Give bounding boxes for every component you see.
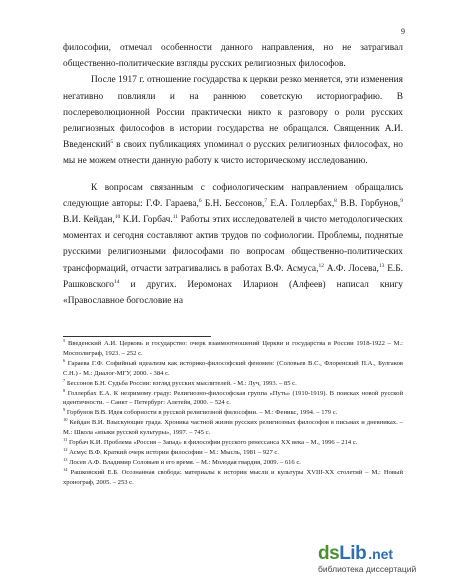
paragraph-3-text-f: К.И. Горбач.	[120, 215, 173, 226]
footnote-divider	[63, 336, 211, 337]
footnotes	[63, 339, 403, 488]
paragraph-2	[63, 72, 403, 169]
logo-suffix: .net	[368, 546, 394, 562]
logo-ds: ds	[318, 543, 340, 564]
footnote-ref-11: 11	[172, 214, 178, 221]
footnote-number: 9	[63, 407, 66, 413]
footnote-number: 8	[63, 387, 66, 393]
footnote-text: Асмус В.Ф. Краткий очерк истории философии – М.: Мысль, 1981 – 927 с.	[67, 448, 279, 456]
footnote-text: Бессонов Б.Н. Судьба России: взгляд русских мыслителей. - М.: Луч, 1993. – 85 с.	[65, 379, 297, 387]
footnote-number: 13	[63, 456, 68, 462]
logo-lib: Lib	[339, 543, 367, 564]
footnote-text: Гараева Г.Ф. Софийный идеализм как историко-философский феномен: (Соловьев В.С., Флоренский П.А., Булгаков С.Н.) - М.: Диалог-МГУ, 2000. - 384 с.	[63, 359, 403, 377]
paragraph-3-text-i: Е.Б. Рашковского	[63, 263, 403, 290]
footnote-ref-10: 10	[114, 214, 121, 221]
paragraph-3-text-j: и других. Иеромонах Иларион (Алфеев) написал книгу «Православное богословие на	[63, 279, 403, 307]
footnote-text: Введенский А.И. Церковь и государство: очерк взаимоотношений Церкви и государства в России 1918-1922 – М.: Мосполиграф, 1923. – 252 с.	[63, 340, 403, 357]
footnote-text: Рашковский Е.Б. Осознанная свобода: материалы к истории мысли и культуры XVIII-ХХ столетий – М.: Новый хронограф, 2005. – 253 с.	[63, 468, 403, 486]
footnote-8	[63, 389, 403, 409]
footnote-12	[63, 448, 403, 458]
footnote-ref-13: 13	[378, 262, 385, 269]
footnote-11	[63, 438, 403, 448]
watermark-subtitle: библиотека диссертаций	[318, 564, 417, 574]
footnote-text: Горбунов В.В. Идея соборности в русской религиозной философии. – М.: Феникс, 1994. – 179 с.	[65, 409, 338, 417]
footnote-number: 5	[63, 338, 66, 343]
footnote-ref-9: 9	[400, 197, 404, 204]
footnote-text: Голлербах Е.А. К незримому граду: Религиозно-философская группа «Путь» (1910-1919). В поисках новой русской идентичности. – Санкт – Петербург: Алетейя, 2000. – 524 с.	[63, 389, 403, 407]
paragraph-3	[63, 180, 403, 310]
paragraph-3-text-c: Е.А. Голлербах,	[267, 198, 335, 209]
footnote-number: 6	[63, 357, 66, 363]
footnote-number: 12	[63, 446, 68, 452]
paragraph-3-text-h: А.Ф. Лосева,	[323, 263, 379, 274]
main-text	[63, 40, 403, 309]
footnote-14	[63, 468, 403, 488]
footnote-ref-14: 14	[113, 278, 120, 285]
paragraph-1: философии, отмечал особенности данного направления, но не затрагивал общественно-политические взгляды русских религиозных философов.	[63, 43, 403, 70]
page-number: 9	[401, 27, 405, 36]
footnote-9	[63, 408, 403, 418]
paragraph-3-text-b: Б.Н. Бессонов,	[201, 198, 265, 209]
footnote-ref-7: 7	[264, 197, 268, 204]
footnote-ref-5: 5	[110, 139, 114, 146]
paragraph-2-text: После 1917 г. отношение государства к церкви резко меняется, эти изменения негативно повлияли и на раннюю советскую историографию. В послереволюционной России практически никто к разговору о роли русских религиозных философов в истории государства не обращался. Священник А.И. Введенский	[63, 75, 403, 151]
footnote-number: 14	[63, 466, 68, 472]
footnote-5	[63, 339, 403, 359]
footnote-text: Горбач К.И. Проблема «Россия – Запад» в философии русского ренессанса ХХ века – М., 1996 – 214 с.	[67, 439, 358, 447]
footnote-number: 7	[63, 377, 66, 383]
footnote-7	[63, 379, 403, 389]
footnote-13	[63, 458, 403, 468]
footnote-6	[63, 359, 403, 379]
footnote-ref-6: 6	[198, 197, 202, 204]
footnote-number: 10	[63, 417, 68, 423]
footnote-text: Кейдан В.И. Взыскующие града. Хроника частной жизни русских религиозных философов в письмах и дневниках. – М.: Школа «языки русской культуры», 1997. – 745 с.	[63, 419, 403, 437]
paragraph-3-text-a: К вопросам связанным с софиологическим направлением обращались следующие авторы: Г.Ф. Гараева,	[63, 182, 403, 209]
footnote-ref-8: 8	[334, 197, 337, 204]
footnote-text: Лосев А.Ф. Владимир Соловьев и его время. – М.: Молодая гвардия, 2009. – 616 с.	[67, 458, 301, 466]
paragraph-3-text-g: Работы этих исследователей в чисто методологических моментах и сегодня составляют актив трудов по софиологии. Проблемы, поднятые русскими религиозными философами по вопросам общественно-политических трансформаций, отчасти затрагивались в работах В.Ф. Асмуса,	[63, 215, 403, 274]
footnote-ref-12: 12	[318, 262, 324, 269]
dslib-watermark[interactable]	[318, 544, 443, 574]
watermark-logo-text	[318, 544, 366, 564]
footnote-number: 11	[63, 437, 68, 443]
paragraph-3-text-d: В.В. Горбунов,	[336, 198, 401, 209]
paragraph-3-text-e: В.И. Кейдан,	[63, 215, 115, 226]
paragraph-2-tail: в своих публикациях упоминал о русских религиозных философах, но мы не можем отнести данную работу к чисто историческому исследованию.	[63, 140, 403, 167]
watermark-logo	[318, 544, 443, 564]
footnote-10	[63, 418, 403, 438]
